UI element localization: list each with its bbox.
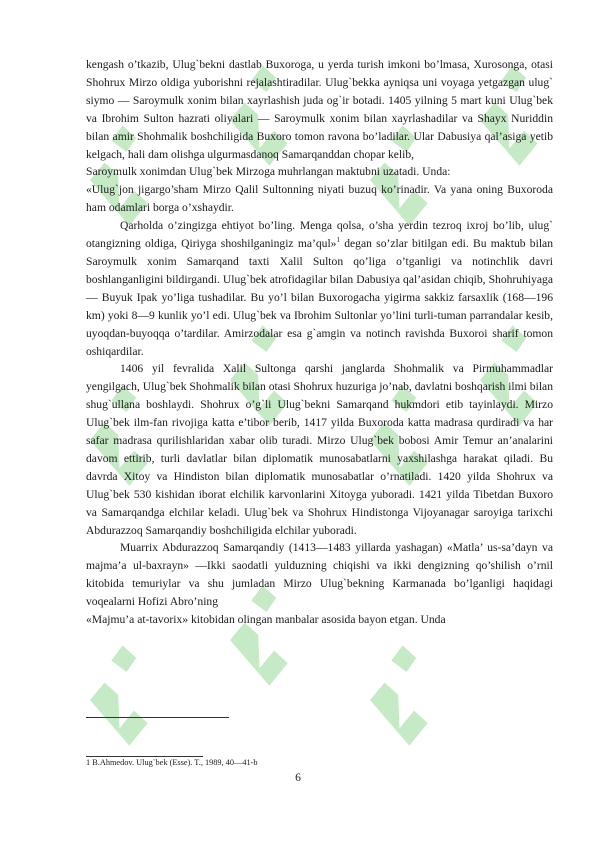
paragraph-2: Saroymulk xonimdan Ulug`bek Mirzoga muhrlangan maktubni uzatadi. Unda: bbox=[86, 165, 451, 179]
paragraph-5: 1406 yil fevralida Xalil Sultonga qarshi janglarda Shohmalik va Pirmuhammadlar yengilgach, Ulug`bek Shohmalik bilan otasi Shohrux huzuriga jo’nab, davlatni boshqarish ilmi bilan shug`ullana boshlaydi. Shohrux o’g`li Ulug`bekni Samarqand hukmdori etib tayinlaydi. Mirzo Ulug`bek ilm-fan rivojiga katta e’tibor berib, 1417 yilda Buxoroda katta madrasa qurdiradi va har safar madrasa qurilishlaridan xabar olib turadi. Mirzo Ulug`bek bobosi Amir Temur an’analarini davom ettirib, turli davlatlar bilan diplomatik munosabatlarni yaxshilashga harakat qiladi. Bu davrda Xitoy va Hindiston bilan diplomatik munosabatlar o’rnatiladi. 1420 yilda Shohrux va Ulug`bek 530 kishidan iborat elchilik karvonlarini Xitoyga yuboradi. 1421 yilda Tibetdan Buxoro va Samarqandga elchilar keladi. Ulug`bek va Shohrux Hindistonga Vijoyanagar saroyiga tarixchi Abdurazzoq Samarqandiy boshchiligida elchilar yuboradi. bbox=[86, 362, 553, 537]
paragraph-6: Muarrix Abdurazzoq Samarqandiy (1413—1483 yillarda yashagan) «Matla’ us-sa’dayn va majma’a ul-baxrayn» —Ikki saodatli yulduzning chiqishi va ikki dengizning qo’shilish o’rnil kitobida temuriylar va shu jumladan Mirzo Ulug`bekning Karmanada bo’lganligi haqidagi voqealarni Hofizi Abro’ning bbox=[86, 541, 553, 609]
footnote: 1 B.Ahmedov. Ulug`bek (Esse). T., 1989, 40—41-b bbox=[86, 758, 258, 767]
separator-rule bbox=[86, 717, 229, 718]
paragraph-3-quote: «Ulug`jon jigargo’sham Mirzo Qalil Sultonning niyati buzuq ko’rinadir. Va yana oning Buxoroda ham odamlari borga o’xshaydir. bbox=[86, 183, 553, 215]
paragraph-4-text: Qarholda o’zingizga ehtiyot bo’ling. Menga qolsa, o’sha yerdin tezroq ixroj bo’lib, ulug` otangizning oldiga, Qiriyga shoshilganingiz ma’qul» bbox=[86, 219, 553, 251]
page-body bbox=[86, 56, 553, 629]
page-number: 6 bbox=[295, 771, 301, 784]
paragraph-7: «Majmu’a at-tavorix» kitobidan olingan manbalar asosida bayon etgan. Unda bbox=[86, 613, 446, 627]
paragraph-4 bbox=[86, 217, 553, 360]
footnote-reference[interactable]: 1 bbox=[336, 236, 340, 245]
paragraph-1: kengash o’tkazib, Ulug`bekni dastlab Buxoroga, u yerda turish imkoni bo’lmasa, Xurosonga, otasi Shohrux Mirzo oldiga yuborishni rejalashtiradilar. Ulug`bekka ayniqsa uni voyaga yetgazgan ulug` siymo — Saroymulk xonim bilan xayrlashish juda og`ir botadi. 1405 yilning 5 mart kuni Ulug`bek va Ibrohim Sulton hazrati oliyalari — Saroymulk xonim bilan xayrlashadilar va Shayx Nuriddin bilan amir Shohmalik boshchiligida Buxoro tomon ravona bo’ladilar. Ular Dabusiya qal’asiga yetib kelgach, hali dam olishga ulgurmasdanoq Samarqanddan chopar kelib, bbox=[86, 58, 553, 161]
paragraph-4-tail: degan so’zlar bitilgan edi. Bu maktub bilan Saroymulk xonim Samarqand taxti Xalil Sulton qo’liga o’tganligi va notinchlik davri boshlanganligini bildirgandi. Ulug`bek atrofidagilar bilan Dabusiya qal’asidan chiqib, Shohruhiyaga — Buyuk Ipak yo’liga tushadilar. Bu yo’l bilan Buxorogacha yigirma sakkiz farsaxlik (168—196 km) yoki 8—9 kunlik yo’l edi. Ulug`bek va Ibrohim Sultonlar yo’lini turli-tuman parrandalar kesib, uyoqdan-buyoqqa o’tardilar. Amirzodalar esa g`amgin va notinch ravishda Buxoroi sharif tomon oshiqardilar. bbox=[86, 237, 553, 358]
